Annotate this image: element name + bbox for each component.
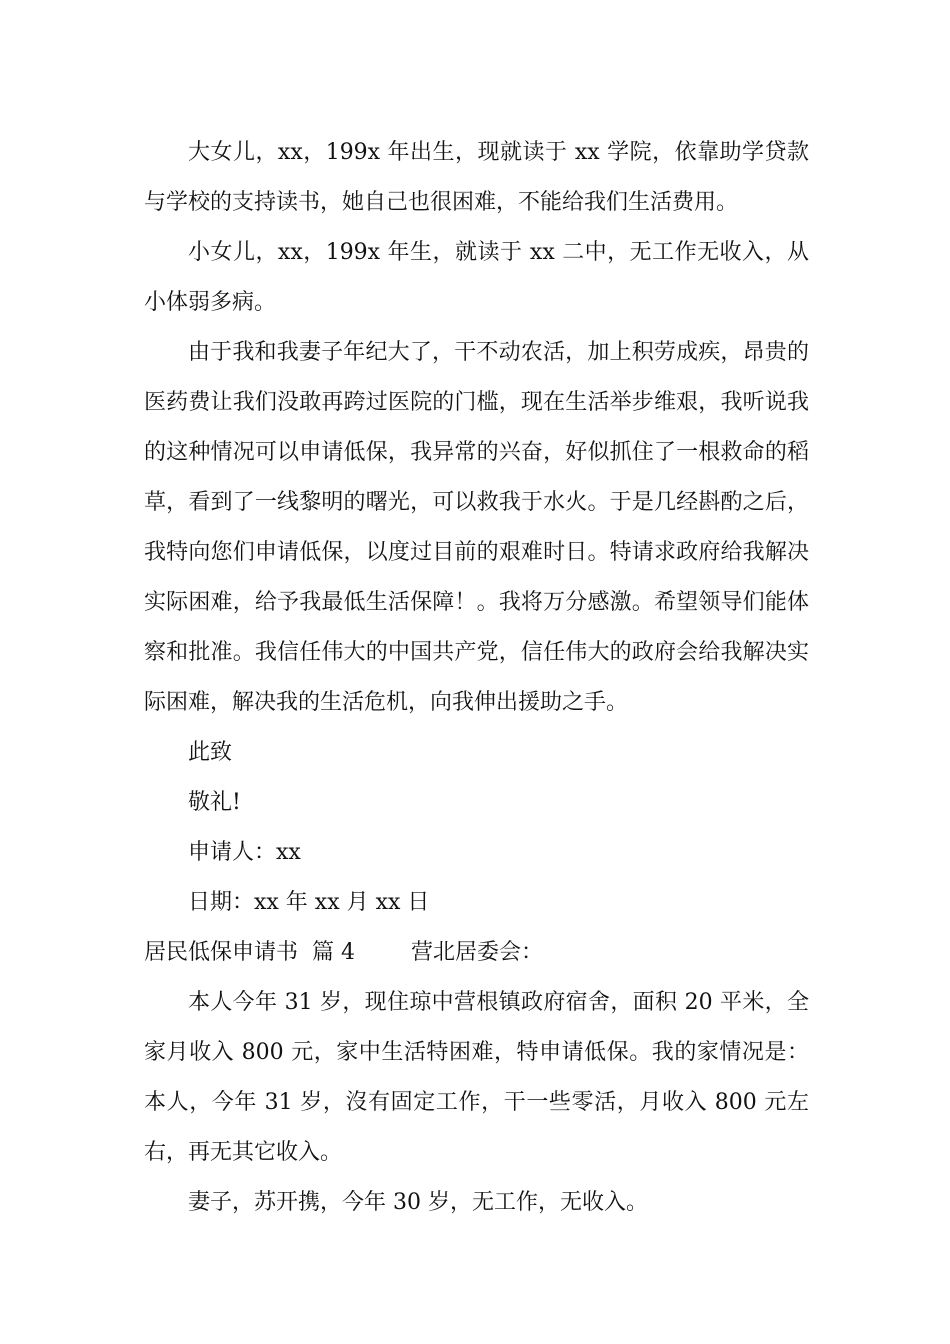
date-line: 日期：xx 年 xx 月 xx 日 (188, 890, 430, 915)
paragraph-wife: 妻子，苏开携，今年 30 岁，无工作，无收入。 (188, 1190, 648, 1215)
document-body (144, 128, 809, 1228)
salutation-jingli: 敬礼! (188, 790, 241, 815)
section-heading (144, 928, 809, 978)
paragraph-self-intro: 本人今年 31 岁，现住琼中营根镇政府宿舍，面积 20 平米，全家月收入 800 元，家中生活特困难，特申请低保。我的家情况是：本人，今年 31 岁，沒有固定工作，干一些零活，月收入 800 元左右，再无其它收入。 (144, 990, 809, 1165)
applicant-line: 申请人：xx (188, 840, 301, 865)
paragraph-younger-daughter: 小女儿，xx，199x 年生，就读于 xx 二中，无工作无收入，从小体弱多病。 (144, 240, 809, 315)
salutation-cizhi: 此致 (188, 740, 233, 765)
paragraph-hardship: 由于我和我妻子年纪大了，干不动农活，加上积劳成疾，昂贵的医药费让我们没敢再跨过医院的门槛，现在生活举步维艰，我听说我的这种情况可以申请低保，我异常的兴奋，好似抓住了一根救命的稻草，看到了一线黎明的曙光，可以救我于水火。于是几经斟酌之后，我特向您们申请低保，以度过目前的艰难时日。特请求政府给我解决实际困难，给予我最低生活保障！。我将万分感激。希望领导们能体察和批准。我信任伟大的中国共产党，信任伟大的政府会给我解决实际困难，解决我的生活危机，向我伸出援助之手。 (144, 340, 809, 715)
paragraph-elder-daughter: 大女儿，xx，199x 年出生，现就读于 xx 学院，依靠助学贷款与学校的支持读书，她自己也很困难，不能给我们生活费用。 (144, 140, 809, 215)
section-title: 居民低保申请书 篇 4 (144, 940, 355, 965)
addressee: 营北居委会： (410, 940, 543, 965)
